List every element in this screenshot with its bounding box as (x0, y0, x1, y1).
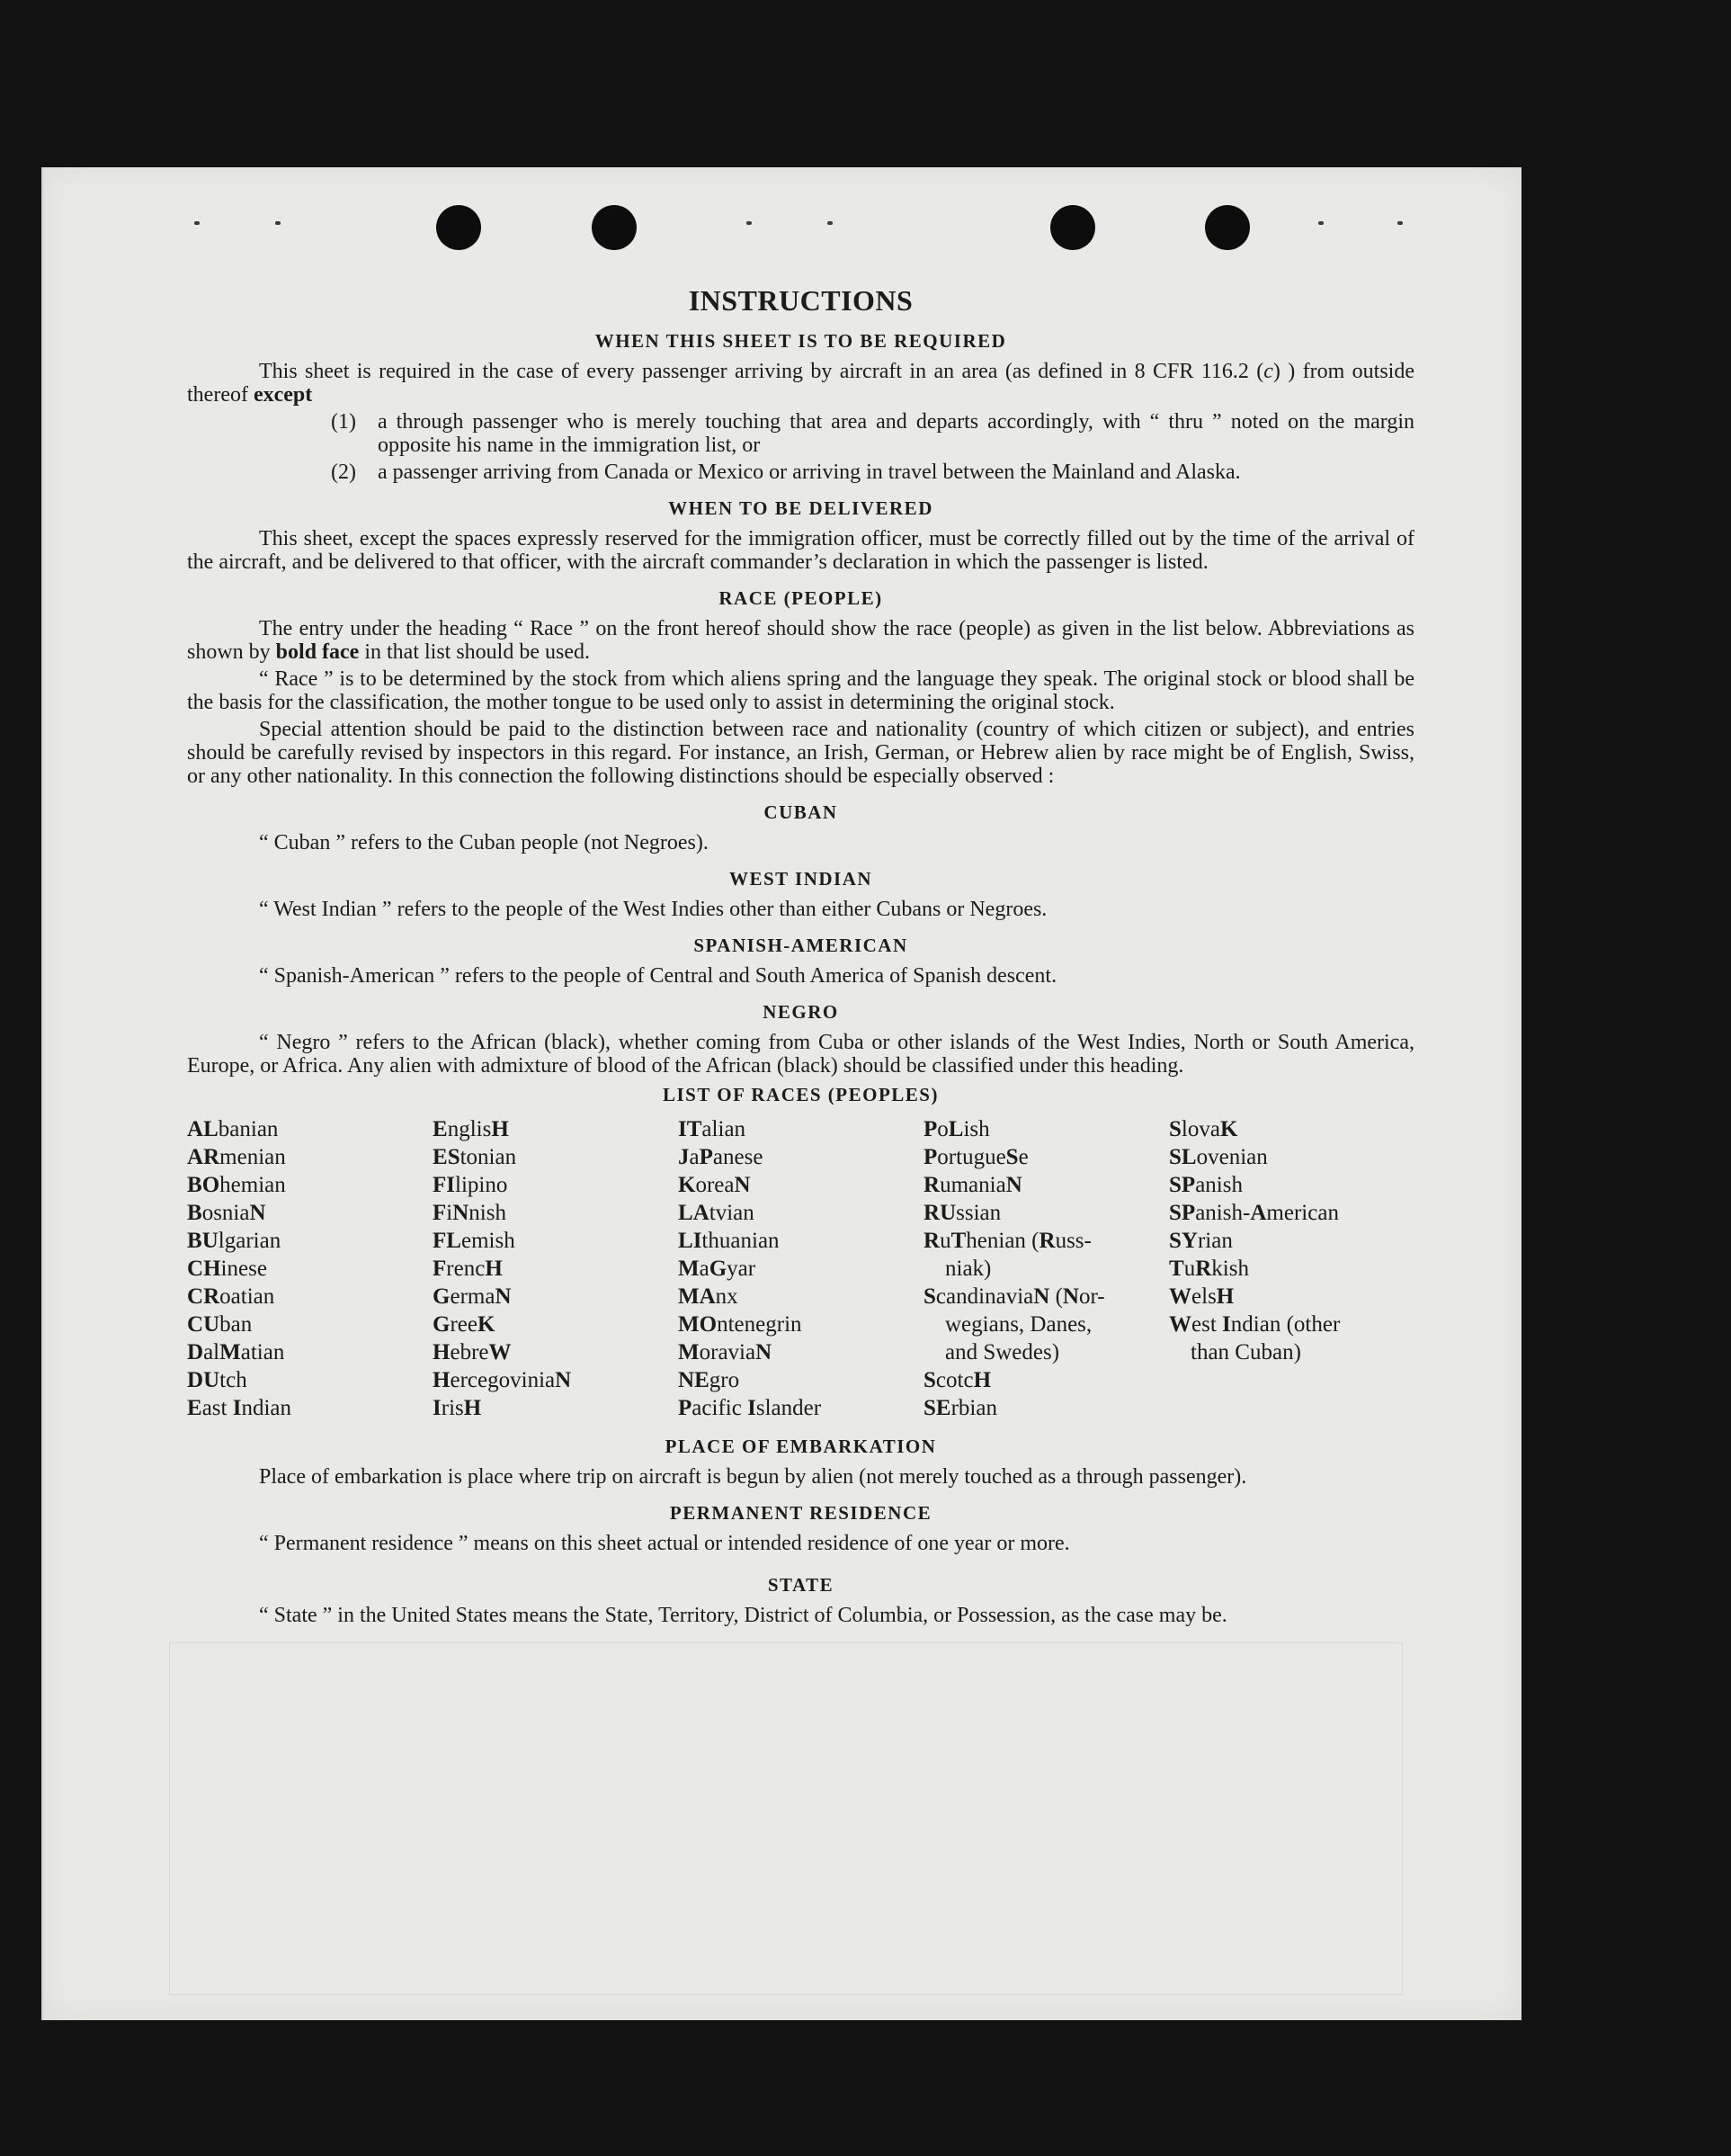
race-column (187, 1115, 433, 1422)
race-entry: EnglisH (433, 1117, 509, 1141)
race-entry: FiNnish (433, 1201, 506, 1225)
race-paragraph-1: The entry under the heading “ Race ” on the front hereof should show the race (people) as given in the list below. Abbreviations as shown by bold face in that list should be used. (187, 617, 1414, 664)
race-entry: FrencH (433, 1257, 503, 1281)
dust-speck (275, 221, 281, 225)
delivered-text: This sheet, except the spaces expressly reserved for the immigration officer, must be correctly filled out by the time of the arrival of the aircraft, and be delivered to that officer, with the aircraft commander’s declaration in which the passenger is listed. (187, 527, 1414, 574)
state-text: “ State ” in the United States means the State, Territory, District of Columbia, or Possession, as the case may be. (259, 1604, 1227, 1627)
race-entry: niak) (945, 1257, 992, 1281)
required-intro: This sheet is required in the case of every passenger arriving by aircraft in an area (as defined in 8 CFR 116.2 (c) ) from outside thereof except (187, 360, 1414, 407)
race-entry: RumaniaN (923, 1173, 1022, 1197)
section-heading-residence: PERMANENT RESIDENCE (669, 1502, 932, 1524)
race-entry: West Indian (other (1169, 1312, 1341, 1337)
race-entry: CHinese (187, 1257, 267, 1281)
punch-hole (1205, 205, 1250, 250)
section-heading-spanish-american: SPANISH-AMERICAN (693, 935, 908, 956)
exception-item (187, 461, 1414, 484)
embarkation-text: Place of embarkation is place where trip on aircraft is begun by alien (not merely touched as a through passenger). (259, 1465, 1247, 1489)
dust-speck (827, 221, 833, 225)
race-entry: ARmenian (187, 1145, 286, 1169)
exception-text: a through passenger who is merely touching that area and departs accordingly, with “ thru ” noted on the margin opposite his name in the immigration list, or (378, 410, 1414, 457)
race-column (1169, 1115, 1414, 1422)
punch-hole (592, 205, 637, 250)
race-entry: BUlgarian (187, 1229, 281, 1253)
section-heading-required: WHEN THIS SHEET IS TO BE REQUIRED (594, 330, 1007, 352)
race-entry: CRoatian (187, 1284, 275, 1309)
exception-number: (2) (331, 461, 356, 484)
page-title: INSTRUCTIONS (688, 284, 914, 317)
dust-speck (194, 221, 200, 225)
dust-speck (746, 221, 752, 225)
section-heading-west-indian: WEST INDIAN (728, 868, 873, 890)
race-entry: BosniaN (187, 1201, 266, 1225)
section-heading-embarkation: PLACE OF EMBARKATION (665, 1436, 937, 1457)
section-heading-race: RACE (PEOPLE) (718, 587, 883, 609)
exception-item (187, 410, 1414, 457)
race-entry: SErbian (923, 1396, 997, 1420)
race-entry: PortugueSe (923, 1145, 1029, 1169)
race-entry: NEgro (678, 1368, 740, 1392)
section-heading-state: STATE (767, 1574, 834, 1596)
race-entry: MoraviaN (678, 1340, 772, 1364)
exception-number: (1) (331, 410, 356, 434)
race-entry: ScandinaviaN (Nor- (923, 1284, 1105, 1309)
race-entry: GermaN (433, 1284, 512, 1309)
race-entry: BOhemian (187, 1173, 286, 1197)
race-entry: SLovenian (1169, 1145, 1268, 1169)
race-entry: LIthuanian (678, 1229, 780, 1253)
race-entry: WelsH (1169, 1284, 1235, 1309)
exception-text: a passenger arriving from Canada or Mexico or arriving in travel between the Mainland and Alaska. (378, 461, 1241, 484)
race-column (923, 1115, 1169, 1422)
race-entry: IrisH (433, 1396, 482, 1420)
race-entry: SPanish-American (1169, 1201, 1339, 1225)
race-entry: FLemish (433, 1229, 515, 1253)
race-entry: HebreW (433, 1340, 512, 1364)
race-entry: LAtvian (678, 1201, 754, 1225)
race-entry: KoreaN (678, 1173, 751, 1197)
dust-speck (1318, 221, 1324, 225)
section-heading-cuban: CUBAN (763, 801, 838, 823)
race-entry: GreeK (433, 1312, 495, 1337)
race-entry: PoLish (923, 1117, 990, 1141)
race-entry: FIlipino (433, 1173, 508, 1197)
section-heading-negro: NEGRO (763, 1001, 839, 1023)
spanish-american-text: “ Spanish-American ” refers to the people of Central and South America of Spanish descent. (259, 964, 1057, 988)
dust-speck (1397, 221, 1403, 225)
race-entry: SPanish (1169, 1173, 1243, 1197)
race-entry: ScotcH (923, 1368, 992, 1392)
race-entry: JaPanese (678, 1145, 763, 1169)
race-entry: and Swedes) (945, 1340, 1060, 1364)
race-column (433, 1115, 678, 1422)
document-sheet (41, 167, 1521, 2020)
race-entry: ALbanian (187, 1117, 279, 1141)
race-entry: East Indian (187, 1396, 292, 1420)
race-paragraph-2: “ Race ” is to be determined by the stock from which aliens spring and the language they speak. The original stock or blood shall be the basis for the classification, the mother tongue to be used only to assist in determining the original stock. (187, 667, 1414, 714)
punch-hole (436, 205, 481, 250)
negro-text: “ Negro ” refers to the African (black), whether coming from Cuba or other islands of the West Indies, North or South America, Europe, or Africa. Any alien with admixture of blood of the African (black) should be classified under this heading. (187, 1031, 1414, 1078)
race-entry: MaGyar (678, 1257, 756, 1281)
race-entry: RUssian (923, 1201, 1002, 1225)
races-list (187, 1115, 1414, 1422)
race-entry: SlovaK (1169, 1117, 1238, 1141)
race-entry: EStonian (433, 1145, 517, 1169)
instructions-content (187, 284, 1414, 1631)
race-entry: TuRkish (1169, 1257, 1249, 1281)
race-entry: CUban (187, 1312, 253, 1337)
race-entry: ITalian (678, 1117, 746, 1141)
race-entry: SYrian (1169, 1229, 1233, 1253)
race-entry: RuThenian (Russ- (923, 1229, 1092, 1253)
race-entry: HercegoviniaN (433, 1368, 572, 1392)
race-entry: wegians, Danes, (945, 1312, 1093, 1337)
section-heading-delivered: WHEN TO BE DELIVERED (668, 497, 933, 519)
race-entry: Pacific Islander (678, 1396, 822, 1420)
race-entry: than Cuban) (1191, 1340, 1301, 1364)
race-entry: DalMatian (187, 1340, 285, 1364)
punch-hole (1050, 205, 1095, 250)
bleed-through-box (169, 1642, 1403, 1995)
west-indian-text: “ West Indian ” refers to the people of the West Indies other than either Cubans or Negroes. (259, 898, 1048, 921)
cuban-text: “ Cuban ” refers to the Cuban people (not Negroes). (259, 831, 709, 854)
section-heading-races-list: LIST OF RACES (PEOPLES) (663, 1084, 939, 1105)
race-entry: MOntenegrin (678, 1312, 802, 1337)
race-entry: MAnx (678, 1284, 738, 1309)
residence-text: “ Permanent residence ” means on this sheet actual or intended residence of one year or more. (259, 1532, 1070, 1555)
race-paragraph-3: Special attention should be paid to the distinction between race and nationality (country of which citizen or subject), and entries should be carefully revised by inspectors in this regard. For instance, an Irish, German, or Hebrew alien by race might be of English, Swiss, or any other nationality. In this connection the following distinctions should be especially observed : (187, 718, 1414, 788)
race-column (678, 1115, 923, 1422)
race-entry: DUtch (187, 1368, 247, 1392)
